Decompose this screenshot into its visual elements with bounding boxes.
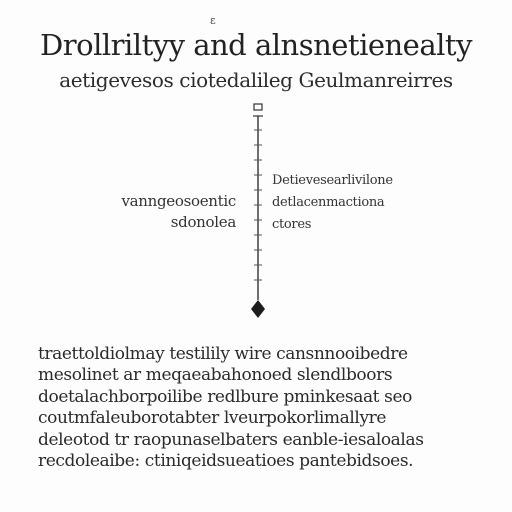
body-line: deleotod tr raopunaselbaters eanble-iesaloalas	[38, 429, 424, 450]
timeline-top-cap	[254, 104, 262, 110]
page-subtitle: aetigevesos ciotedalileg Geulmanreirres	[59, 68, 453, 92]
left-label-line: vanngeosoentic	[121, 192, 236, 210]
header-mark: ε	[210, 14, 216, 27]
body-line: doetalachborpoilibe redlbure pminkesaat seo	[38, 386, 412, 407]
body-line: recdoleaibe: ctiniqeidsueatioes pantebidsoes.	[38, 451, 414, 472]
timeline-right-label	[272, 170, 393, 236]
timeline-end-diamond-icon	[251, 300, 265, 318]
body-paragraph	[38, 344, 424, 472]
page-title: Drollriltyy and alnsnetienealty	[40, 28, 472, 62]
body-line: mesolinet ar meqaeabahonoed slendlboors	[38, 365, 393, 386]
timeline-left-label	[121, 191, 236, 233]
right-label-line: ctores	[272, 217, 312, 232]
right-label-line: Detievesearlivilone	[272, 173, 393, 188]
body-line: traettoldiolmay testilily wire cansnnooibedre	[38, 344, 408, 364]
left-label-line: sdonolea	[170, 213, 236, 231]
right-label-line: detlacenmactiona	[272, 195, 385, 210]
body-line: coutmfaleuborotabter lveurpokorlimallyre	[38, 408, 387, 429]
